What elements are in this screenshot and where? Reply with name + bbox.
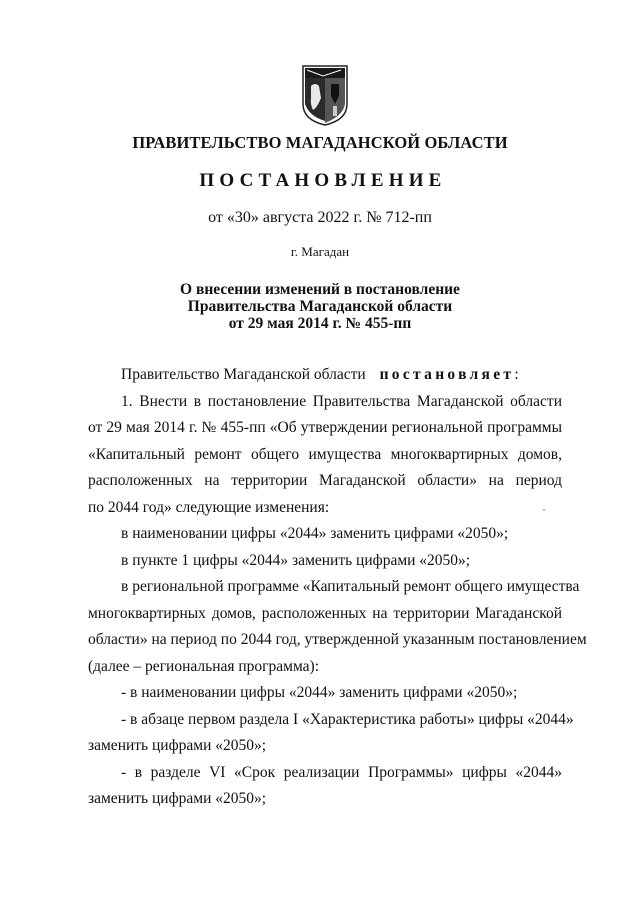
paragraph-line: 1. Внести в постановление Правительства Магаданской области — [121, 392, 562, 410]
document-date-number: от «30» августа 2022 г. № 712-пп — [208, 209, 432, 226]
subject-line: от 29 мая 2014 г. № 455-пп — [228, 315, 412, 332]
organization-title: ПРАВИТЕЛЬСТВО МАГАДАНСКОЙ ОБЛАСТИ — [132, 133, 508, 152]
subject-line: О внесении изменений в постановление — [180, 281, 460, 298]
paragraph-line: в региональной программе «Капитальный ремонт общего имущества — [121, 578, 580, 595]
list-item: - в разделе VI «Срок реализации Программы» цифры «2044» — [121, 763, 562, 781]
paragraph-line: от 29 мая 2014 г. № 455-пп «Об утверждении региональной программы — [88, 419, 562, 436]
subject-line: Правительства Магаданской области — [187, 298, 453, 315]
intro-prefix: Правительство Магаданской области — [121, 366, 366, 383]
paragraph-line: «Капитальный ремонт общего имущества многоквартирных домов, — [88, 445, 562, 463]
paragraph-line: заменить цифрами «2050»; — [88, 737, 267, 754]
document-city: г. Магадан — [290, 244, 350, 259]
document-subject — [0, 281, 640, 332]
intro-verb: постановляет — [379, 366, 515, 383]
list-item: - в наименовании цифры «2044» заменить цифрами «2050»; — [121, 684, 518, 701]
magadan-coat-of-arms-icon — [301, 64, 349, 126]
paragraph-line: по 2044 год» следующие изменения: — [88, 498, 330, 516]
intro-colon: : — [514, 366, 519, 383]
list-item: в пункте 1 цифры «2044» заменить цифрами «2050»; — [121, 551, 471, 569]
document-body — [88, 362, 587, 813]
paragraph-line: многоквартирных домов, расположенных на территории Магаданской — [88, 604, 562, 622]
scan-speck — [543, 509, 545, 511]
list-item: в наименовании цифры «2044» заменить цифрами «2050»; — [121, 525, 509, 542]
paragraph-line: (далее – региональная программа): — [88, 657, 320, 675]
paragraph-line: заменить цифрами «2050»; — [88, 790, 267, 807]
paragraph-line: расположенных на территории Магаданской области» на период — [88, 472, 562, 489]
intro-paragraph — [88, 362, 562, 389]
document-type-heading: ПОСТАНОВЛЕНИЕ — [199, 170, 447, 191]
paragraph-line: области» на период по 2044 год, утвержденной указанным постановлением — [88, 631, 587, 648]
list-item: - в абзаце первом раздела I «Характеристика работы» цифры «2044» — [121, 710, 574, 728]
